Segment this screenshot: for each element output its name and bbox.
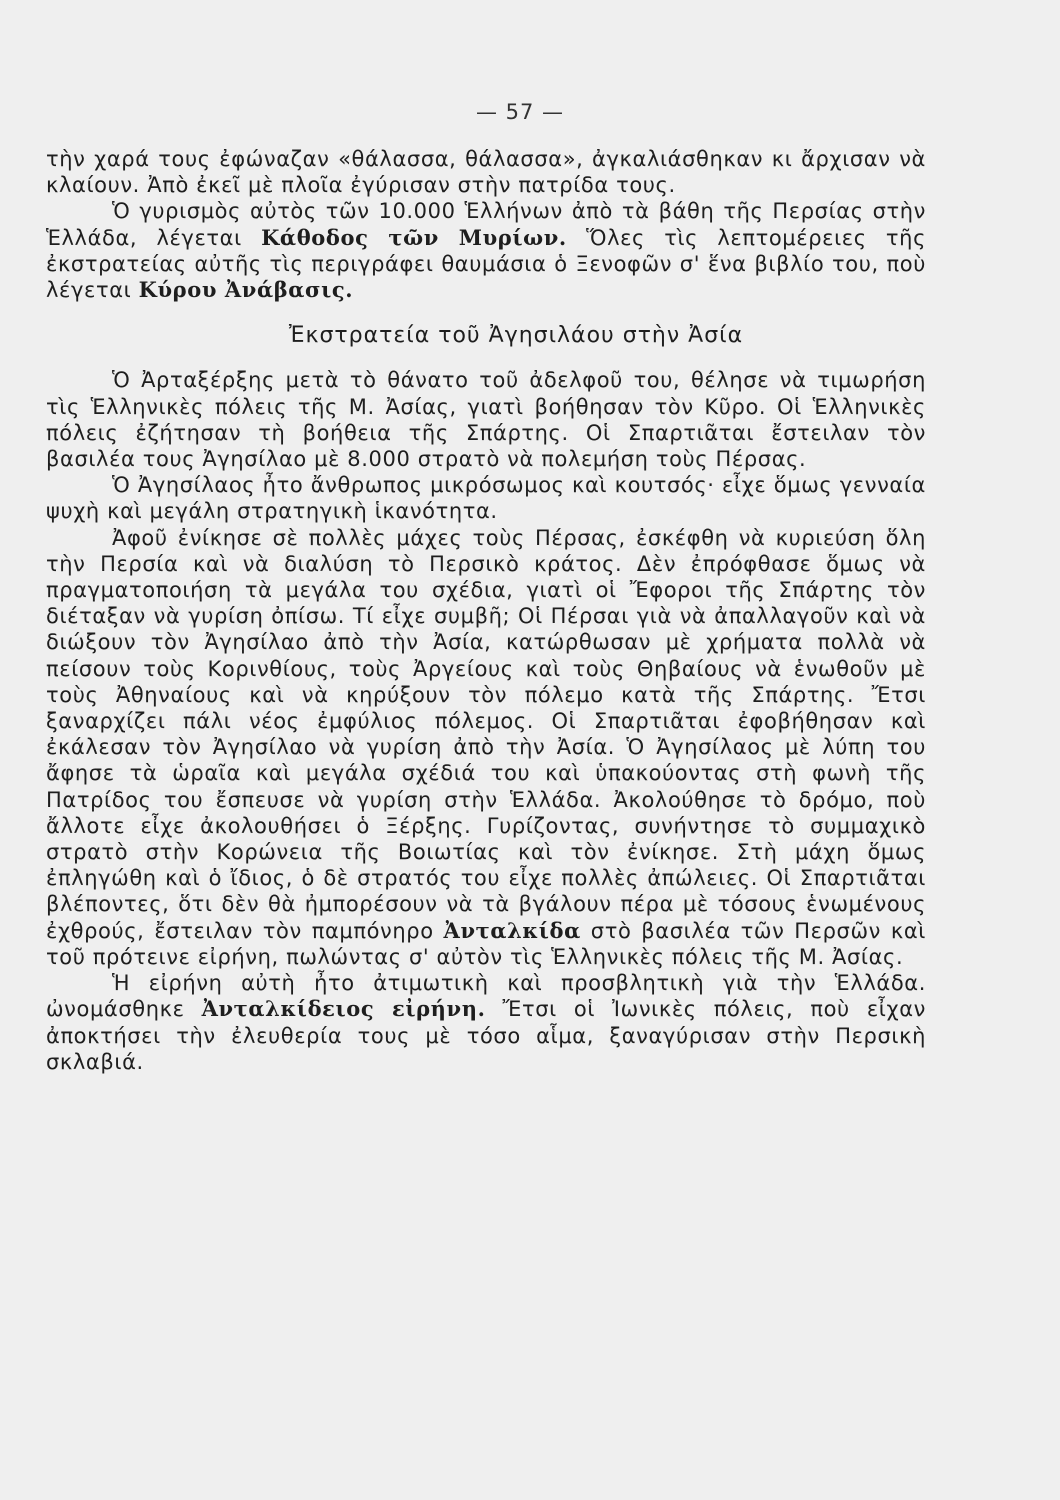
section-paragraph-4 <box>46 970 926 1075</box>
intro-text-2a: Ὁ γυρισμὸς αὐτὸς τῶν 10.000 Ἑλλήνων ἀπὸ τὰ βάθη τῆς Περσίας στὴν Ἑλλάδα, λέγεται <box>46 199 926 250</box>
section-paragraph-1: Ὁ Ἀρταξέρξης μετὰ τὸ θάνατο τοῦ ἀδελφοῦ του, θέλησε νὰ τιμωρήση τὶς Ἑλληνικὲς πόλεις τῆς Μ. Ἀσίας, γιατὶ βοήθησαν τὸν Κῦρο. Οἱ Ἑλληνικὲς πόλεις ἐζήτησαν τὴ βοήθεια τῆς Σπάρτης. Οἱ Σπαρτιᾶται ἔστειλαν τὸν βασιλέα τους Ἀγησίλαο μὲ 8.000 στρατὸ νὰ πολεμήση τοὺς Πέρσας. <box>46 368 926 472</box>
section-text-3a: Ἀφοῦ ἐνίκησε σὲ πολλὲς μάχες τοὺς Πέρσας, ἐσκέφθη νὰ κυριεύση ὅλη τὴν Περσία καὶ νὰ διαλύση τὸ Περσικὸ κράτος. Δὲν ἐπρόφθασε ὅμως νὰ πραγματοποιήση τὰ μεγάλα του σχέδια, γιατὶ οἱ Ἔφοροι τῆς Σπάρτης τὸν διέταξαν νὰ γυρίση ὀπίσω. Τί εἶχε συμβῆ; Οἱ Πέρσαι γιὰ νὰ ἀπαλλαγοῦν καὶ νὰ διώξουν τὸν Ἀγησίλαο ἀπὸ τὴν Ἀσία, κατώρθωσαν μὲ χρήματα πολλὰ νὰ πείσουν τοὺς Κορινθίους, τοὺς Ἀργείους καὶ τοὺς Θηβαίους νὰ ἑνωθοῦν μὲ τοὺς Ἀθηναίους καὶ νὰ κηρύξουν τὸν πόλεμο κατὰ τῆς Σπάρτης. Ἔτσι ξαναρχίζει πάλι νέος ἐμφύλιος πόλεμος. Οἱ Σπαρτιᾶται ἐφοβήθησαν καὶ ἐκάλεσαν τὸν Ἀγησίλαο νὰ γυρίση ἀπὸ τὴν Ἀσία. Ὁ Ἀγησίλαος μὲ λύπη του ἄφησε τὰ ὡραῖα καὶ μεγάλα σχέδιά του καὶ ὑπακούοντας στὴ φωνὴ τῆς Πατρίδος του ἔσπευσε νὰ γυρίση στὴν Ἑλλάδα. Ἀκολούθησε τὸ δρόμο, ποὺ ἄλλοτε εἶχε ἀκολουθήσει ὁ Ξέρξης. Γυρίζοντας, συνήντησε τὸ συμμαχικὸ στρατὸ στὴν Κορώνεια τῆς Βοιωτίας καὶ τὸν ἐνίκησε. Στὴ μάχη ὅμως ἐπληγώθη καὶ ὁ ἴδιος, ὁ δὲ στρατός του εἶχε πολλὲς ἀπώλειες. Οἱ Σπαρτιᾶται βλέποντες, ὅτι δὲν θὰ ἠμπορέσουν νὰ τὰ βγάλουν πέρα μὲ τόσους ἑνωμένους ἐχθρούς, ἔστειλαν τὸν παμπόνηρο <box>46 525 926 943</box>
section-heading: Ἐκστρατεία τοῦ Ἀγησιλάου στὴν Ἀσία <box>288 323 744 349</box>
intro-text-1: τὴν χαρά τους ἐφώναζαν «θάλασσα, θάλασσα», ἀγκαλιάσθηκαν κι ἄρχισαν νὰ κλαίουν. Ἀπὸ ἐκεῖ μὲ πλοῖα ἐγύρισαν στὴν πατρίδα τους. <box>46 147 926 198</box>
bold-term-kathodos: Κάθοδος τῶν Μυρίων. <box>261 224 567 250</box>
section-text-4a: Ἡ εἰρήνη αὐτὴ ἦτο ἀτιμωτικὴ καὶ προσβλητικὴ γιὰ τὴν Ἑλλάδα. ὠνομάσθηκε <box>46 971 926 1022</box>
page-body <box>46 146 926 1075</box>
bold-term-peace: Ἀνταλκίδειος εἰρήνη. <box>201 996 486 1022</box>
intro-text-2b: Ὅλες τὶς λεπτομέρειες τῆς ἐκστρατείας αὐτῆς τὶς περιγράφει θαυμάσια ὁ Ξενοφῶν σ' ἕνα βιβλίο του, ποὺ λέγεται <box>46 225 926 303</box>
page-number: — 57 — <box>475 100 565 124</box>
section-text-4b: Ἔτσι οἱ Ἰωνικὲς πόλεις, ποὺ εἶχαν ἀποκτήσει τὴν ἐλευθερία τους μὲ τόσο αἷμα, ξαναγύρισαν στὴν Περσικὴ σκλαβιά. <box>46 997 926 1074</box>
section-text-3b: στὸ βασιλέα τῶν Περσῶν καὶ τοῦ πρότεινε εἰρήνη, πωλώντας σ' αὐτὸν τὶς Ἑλληνικὲς πόλεις τῆς Μ. Ἀσίας. <box>46 918 926 969</box>
section-paragraph-3 <box>46 525 926 970</box>
section-paragraph-2: Ὁ Ἀγησίλαος ἦτο ἄνθρωπος μικρόσωμος καὶ κουτσός· εἶχε ὅμως γενναία ψυχὴ καὶ μεγάλη στρατηγικὴ ἱκανότητα. <box>46 473 926 524</box>
intro-paragraph-2 <box>46 198 926 303</box>
intro-paragraph-1 <box>46 146 926 198</box>
bold-term-antalkidas: Ἀνταλκίδα <box>443 917 581 943</box>
bold-term-anabasis: Κύρου Ἀνάβασις. <box>138 277 354 303</box>
